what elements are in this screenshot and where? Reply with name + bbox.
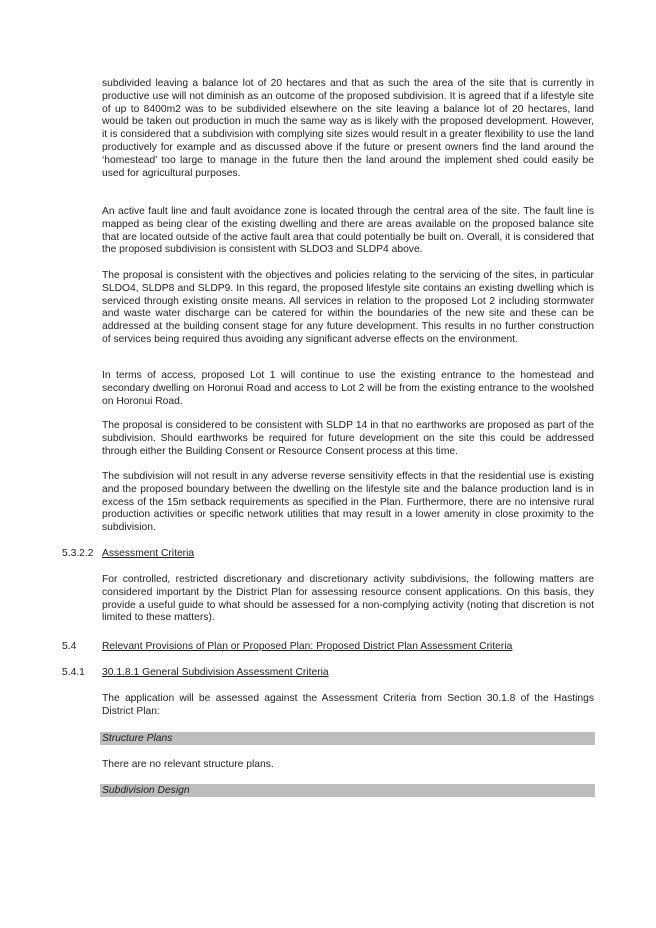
paragraph-access: In terms of access, proposed Lot 1 will continue to use the existing entrance to the homestead and secondary dwelling on Horonui Road and access to Lot 2 will be from the existing entrance to the woolshed on Horonui Road. xyxy=(102,370,594,407)
section-title: Assessment Criteria xyxy=(102,548,195,559)
paragraph-fault-line: An active fault line and fault avoidance zone is located through the central area of the site. The fault line is mapped as being clear of the existing dwelling and there are areas available on the proposed balance site that are located outside of the active fault area that could potentially be built on. Overall, it is considered that the proposed subdivision is consistent with SLDO3 and SLDP4 above. xyxy=(102,206,594,256)
paragraph-earthworks: The proposal is considered to be consistent with SLDP 14 in that no earthworks are proposed as part of the subdivision. Should earthworks be required for future development on the site this could be addressed through either the Building Consent or Resource Consent process at this time. xyxy=(102,420,594,457)
paragraph-assessment-criteria: For controlled, restricted discretionary and discretionary activity subdivisions, the following matters are considered important by the District Plan for assessing resource consent applications. On this basis, they provide a useful guide to what should be assessed for a non-complying activity (noting that discretion is not limited to these matters). xyxy=(102,574,594,624)
section-heading-5-3-2-2 xyxy=(62,548,195,561)
paragraph-no-structure-plans: There are no relevant structure plans. xyxy=(102,759,274,770)
band-subdivision-design: Subdivision Design xyxy=(100,784,595,797)
paragraph-balance-lot: subdivided leaving a balance lot of 20 hectares and that as such the area of the site that is currently in productive use will not diminish as an outcome of the proposed subdivision. It is agreed that if a lifestyle site of up to 8400m2 was to be subdivided elsewhere on the site leaving a balance lot of 20 hectares, land would be taken out production in much the same way as is likely with the proposed development. However, it is considered that a subdivision with complying site sizes would result in a greater flexibility to use the land productively for example and as discussed above if the future or present owners find the land around the ‘homestead’ too large to manage in the future then the land around the implement shed could easily be used for agricultural purposes. xyxy=(102,78,594,179)
section-heading-5-4 xyxy=(62,641,513,654)
section-number: 5.3.2.2 xyxy=(62,548,94,559)
section-title: 30.1.8.1 General Subdivision Assessment Criteria xyxy=(102,667,329,678)
section-number: 5.4.1 xyxy=(62,667,85,678)
section-number: 5.4 xyxy=(62,641,77,652)
paragraph-reverse-sensitivity: The subdivision will not result in any adverse reverse sensitivity effects in that the residential use is existing and the proposed boundary between the dwelling on the lifestyle site and the balance production land is in excess of the 15m setback requirements as specified in the Plan. Furthermore, there are no intensive rural production activities or specific network utilities that may result in a lower amenity in close proximity to the subdivision. xyxy=(102,471,594,534)
paragraph-servicing: The proposal is consistent with the objectives and policies relating to the servicing of the sites, in particular SLDO4, SLDP8 and SLDP9. In this regard, the proposed lifestyle site contains an existing dwelling which is serviced through existing onsite means. All services in relation to the proposed Lot 2 including stormwater and waste water discharge can be catered for within the boundaries of the new site and these can be addressed at the building consent stage for any future development. This results in no further construction of services being required thus avoiding any significant adverse effects on the environment. xyxy=(102,270,594,345)
band-structure-plans: Structure Plans xyxy=(100,732,595,745)
section-title: Relevant Provisions of Plan or Proposed Plan: Proposed District Plan Assessment Criteria xyxy=(102,641,513,652)
paragraph-application-assessed: The application will be assessed against the Assessment Criteria from Section 30.1.8 of the Hastings District Plan: xyxy=(102,693,594,717)
section-heading-5-4-1 xyxy=(62,667,329,680)
